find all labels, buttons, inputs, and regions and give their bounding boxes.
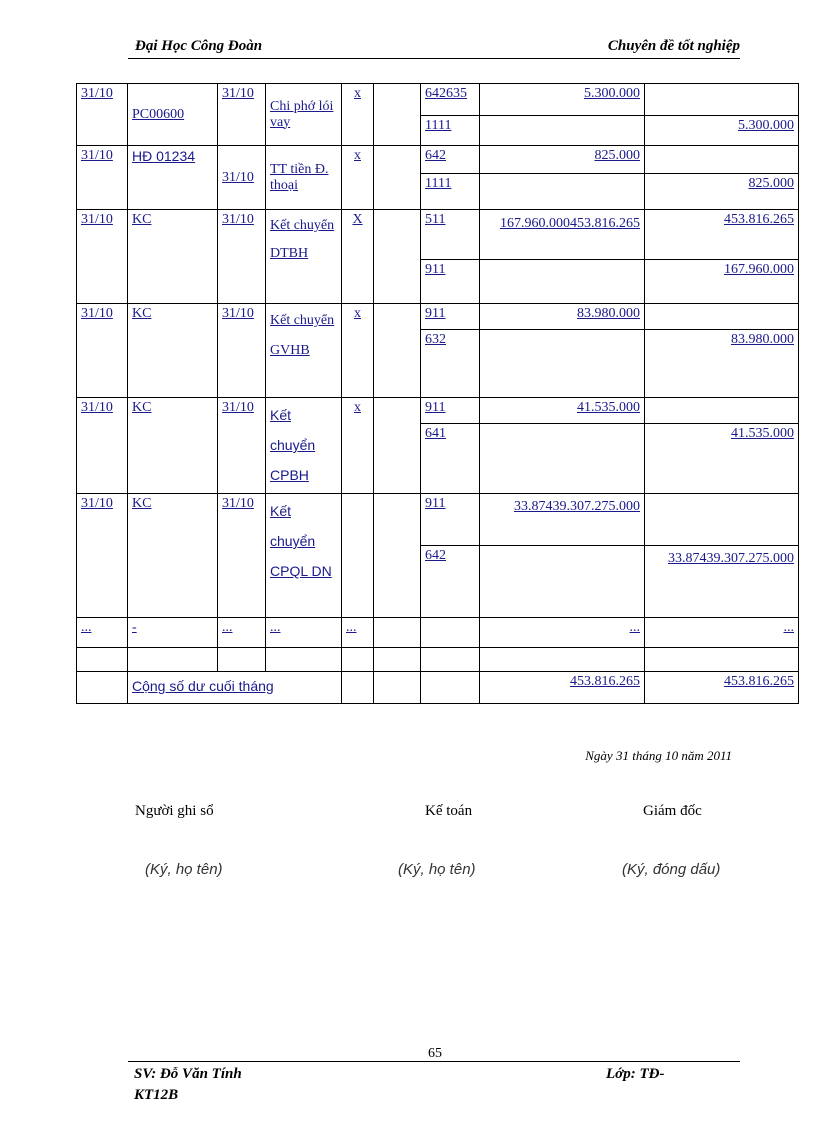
doc-number: KC: [128, 398, 218, 494]
debit: 83.980.000: [480, 304, 645, 330]
document-date: Ngày 31 tháng 10 năm 2011: [585, 748, 732, 763]
entry-date: 31/10: [77, 210, 128, 304]
entry-date: 31/10: [77, 146, 128, 210]
ellipsis-cell: ...: [218, 618, 266, 648]
debit: [480, 546, 645, 618]
doc-date: 31/10: [218, 84, 266, 146]
doc-date: 31/10: [218, 494, 266, 618]
footer-student: SV: Đỗ Văn Tính: [134, 1066, 242, 1082]
signature-note-accountant: (Ký, họ tên): [398, 861, 476, 878]
ellipsis-cell: ...: [480, 618, 645, 648]
account: 642: [421, 546, 480, 618]
account: 642: [421, 146, 480, 174]
doc-date: 31/10: [218, 210, 266, 304]
header-left: Đại Học Công Đoàn: [135, 38, 263, 54]
description: Kết chuyển DTBH: [266, 210, 342, 304]
account: 911: [421, 260, 480, 304]
empty-cell: [421, 648, 480, 672]
signer-accountant: Kế toán: [425, 803, 473, 819]
ledger-mark: X: [342, 210, 374, 304]
header-rule: [128, 58, 740, 59]
account: 911: [421, 304, 480, 330]
line-number: [374, 146, 421, 210]
line-number: [374, 304, 421, 398]
ledger-mark: [342, 494, 374, 618]
table-row: [77, 210, 799, 260]
debit: [480, 116, 645, 146]
empty-cell: [266, 648, 342, 672]
debit: 41.535.000: [480, 398, 645, 424]
table-row: [77, 618, 799, 648]
description: Chi phớ lói vay: [266, 84, 342, 146]
entry-date: 31/10: [77, 304, 128, 398]
credit: 41.535.000: [645, 424, 799, 494]
empty-cell: [374, 672, 421, 704]
credit: 83.980.000: [645, 330, 799, 398]
signer-bookkeeper: Người ghi sổ: [135, 803, 214, 819]
doc-number: HĐ 01234: [128, 146, 218, 210]
ellipsis-cell: ...: [342, 618, 374, 648]
empty-cell: [342, 648, 374, 672]
credit: 5.300.000: [645, 116, 799, 146]
account: 641: [421, 424, 480, 494]
doc-number: KC: [128, 210, 218, 304]
doc-number: KC: [128, 304, 218, 398]
credit: 167.960.000: [645, 260, 799, 304]
signature-note-bookkeeper: (Ký, họ tên): [145, 861, 223, 878]
debit: [480, 174, 645, 210]
total-credit: 453.816.265: [645, 672, 799, 704]
empty-cell: [421, 618, 480, 648]
description: Kết chuyển CPQL DN: [266, 494, 342, 618]
empty-cell: [374, 648, 421, 672]
ledger-mark: x: [342, 146, 374, 210]
empty-cell: [77, 672, 128, 704]
ellipsis-cell: -: [128, 618, 218, 648]
account: 632: [421, 330, 480, 398]
table-row: [77, 494, 799, 546]
credit: 825.000: [645, 174, 799, 210]
debit: 5.300.000: [480, 84, 645, 116]
empty-cell: [128, 648, 218, 672]
account: 911: [421, 398, 480, 424]
description: Kết chuyển CPBH: [266, 398, 342, 494]
signer-director: Giám đốc: [643, 803, 702, 819]
credit: [645, 494, 799, 546]
debit: [480, 260, 645, 304]
debit: 167.960.000453.816.265: [480, 210, 645, 260]
line-number: [374, 398, 421, 494]
footer-rule: [128, 1061, 740, 1062]
account: 1111: [421, 174, 480, 210]
table-row: [77, 648, 799, 672]
entry-date: 31/10: [77, 84, 128, 146]
empty-cell: [218, 648, 266, 672]
empty-cell: [480, 648, 645, 672]
credit: [645, 304, 799, 330]
total-row: [77, 672, 799, 704]
account: 511: [421, 210, 480, 260]
debit: 825.000: [480, 146, 645, 174]
account: 911: [421, 494, 480, 546]
credit: 453.816.265: [645, 210, 799, 260]
line-number: [374, 210, 421, 304]
empty-cell: [645, 648, 799, 672]
description: Kết chuyển GVHB: [266, 304, 342, 398]
footer-student-class: KT12B: [134, 1087, 179, 1103]
ledger-mark: x: [342, 304, 374, 398]
ledger-table: [76, 83, 799, 704]
empty-cell: [77, 648, 128, 672]
ellipsis-cell: ...: [266, 618, 342, 648]
doc-date: 31/10: [218, 304, 266, 398]
page-number: 65: [428, 1046, 442, 1061]
credit: [645, 146, 799, 174]
doc-number: PC00600: [128, 84, 218, 146]
doc-number: KC: [128, 494, 218, 618]
empty-cell: [342, 672, 374, 704]
ellipsis-cell: ...: [77, 618, 128, 648]
ledger-mark: x: [342, 84, 374, 146]
table-row: [77, 398, 799, 424]
credit: [645, 398, 799, 424]
table-row: [77, 304, 799, 330]
credit: 33.87439.307.275.000: [645, 546, 799, 618]
header-right: Chuyên đề tốt nghiệp: [607, 38, 740, 54]
empty-cell: [374, 618, 421, 648]
entry-date: 31/10: [77, 494, 128, 618]
empty-cell: [421, 672, 480, 704]
debit: [480, 424, 645, 494]
account: 1111: [421, 116, 480, 146]
line-number: [374, 84, 421, 146]
ledger-mark: x: [342, 398, 374, 494]
description: TT tiền Đ. thoại: [266, 146, 342, 210]
credit: [645, 84, 799, 116]
debit: 33.87439.307.275.000: [480, 494, 645, 546]
table-row: [77, 146, 799, 174]
debit: [480, 330, 645, 398]
total-label: Cộng số dư cuối tháng: [128, 672, 342, 704]
table-row: [77, 84, 799, 116]
doc-date: 31/10: [218, 398, 266, 494]
line-number: [374, 494, 421, 618]
doc-date: 31/10: [218, 146, 266, 210]
footer-class: Lớp: TĐ-: [606, 1066, 665, 1082]
entry-date: 31/10: [77, 398, 128, 494]
signature-note-director: (Ký, đóng dấu): [622, 861, 721, 878]
total-debit: 453.816.265: [480, 672, 645, 704]
ellipsis-cell: ...: [645, 618, 799, 648]
account: 642635: [421, 84, 480, 116]
